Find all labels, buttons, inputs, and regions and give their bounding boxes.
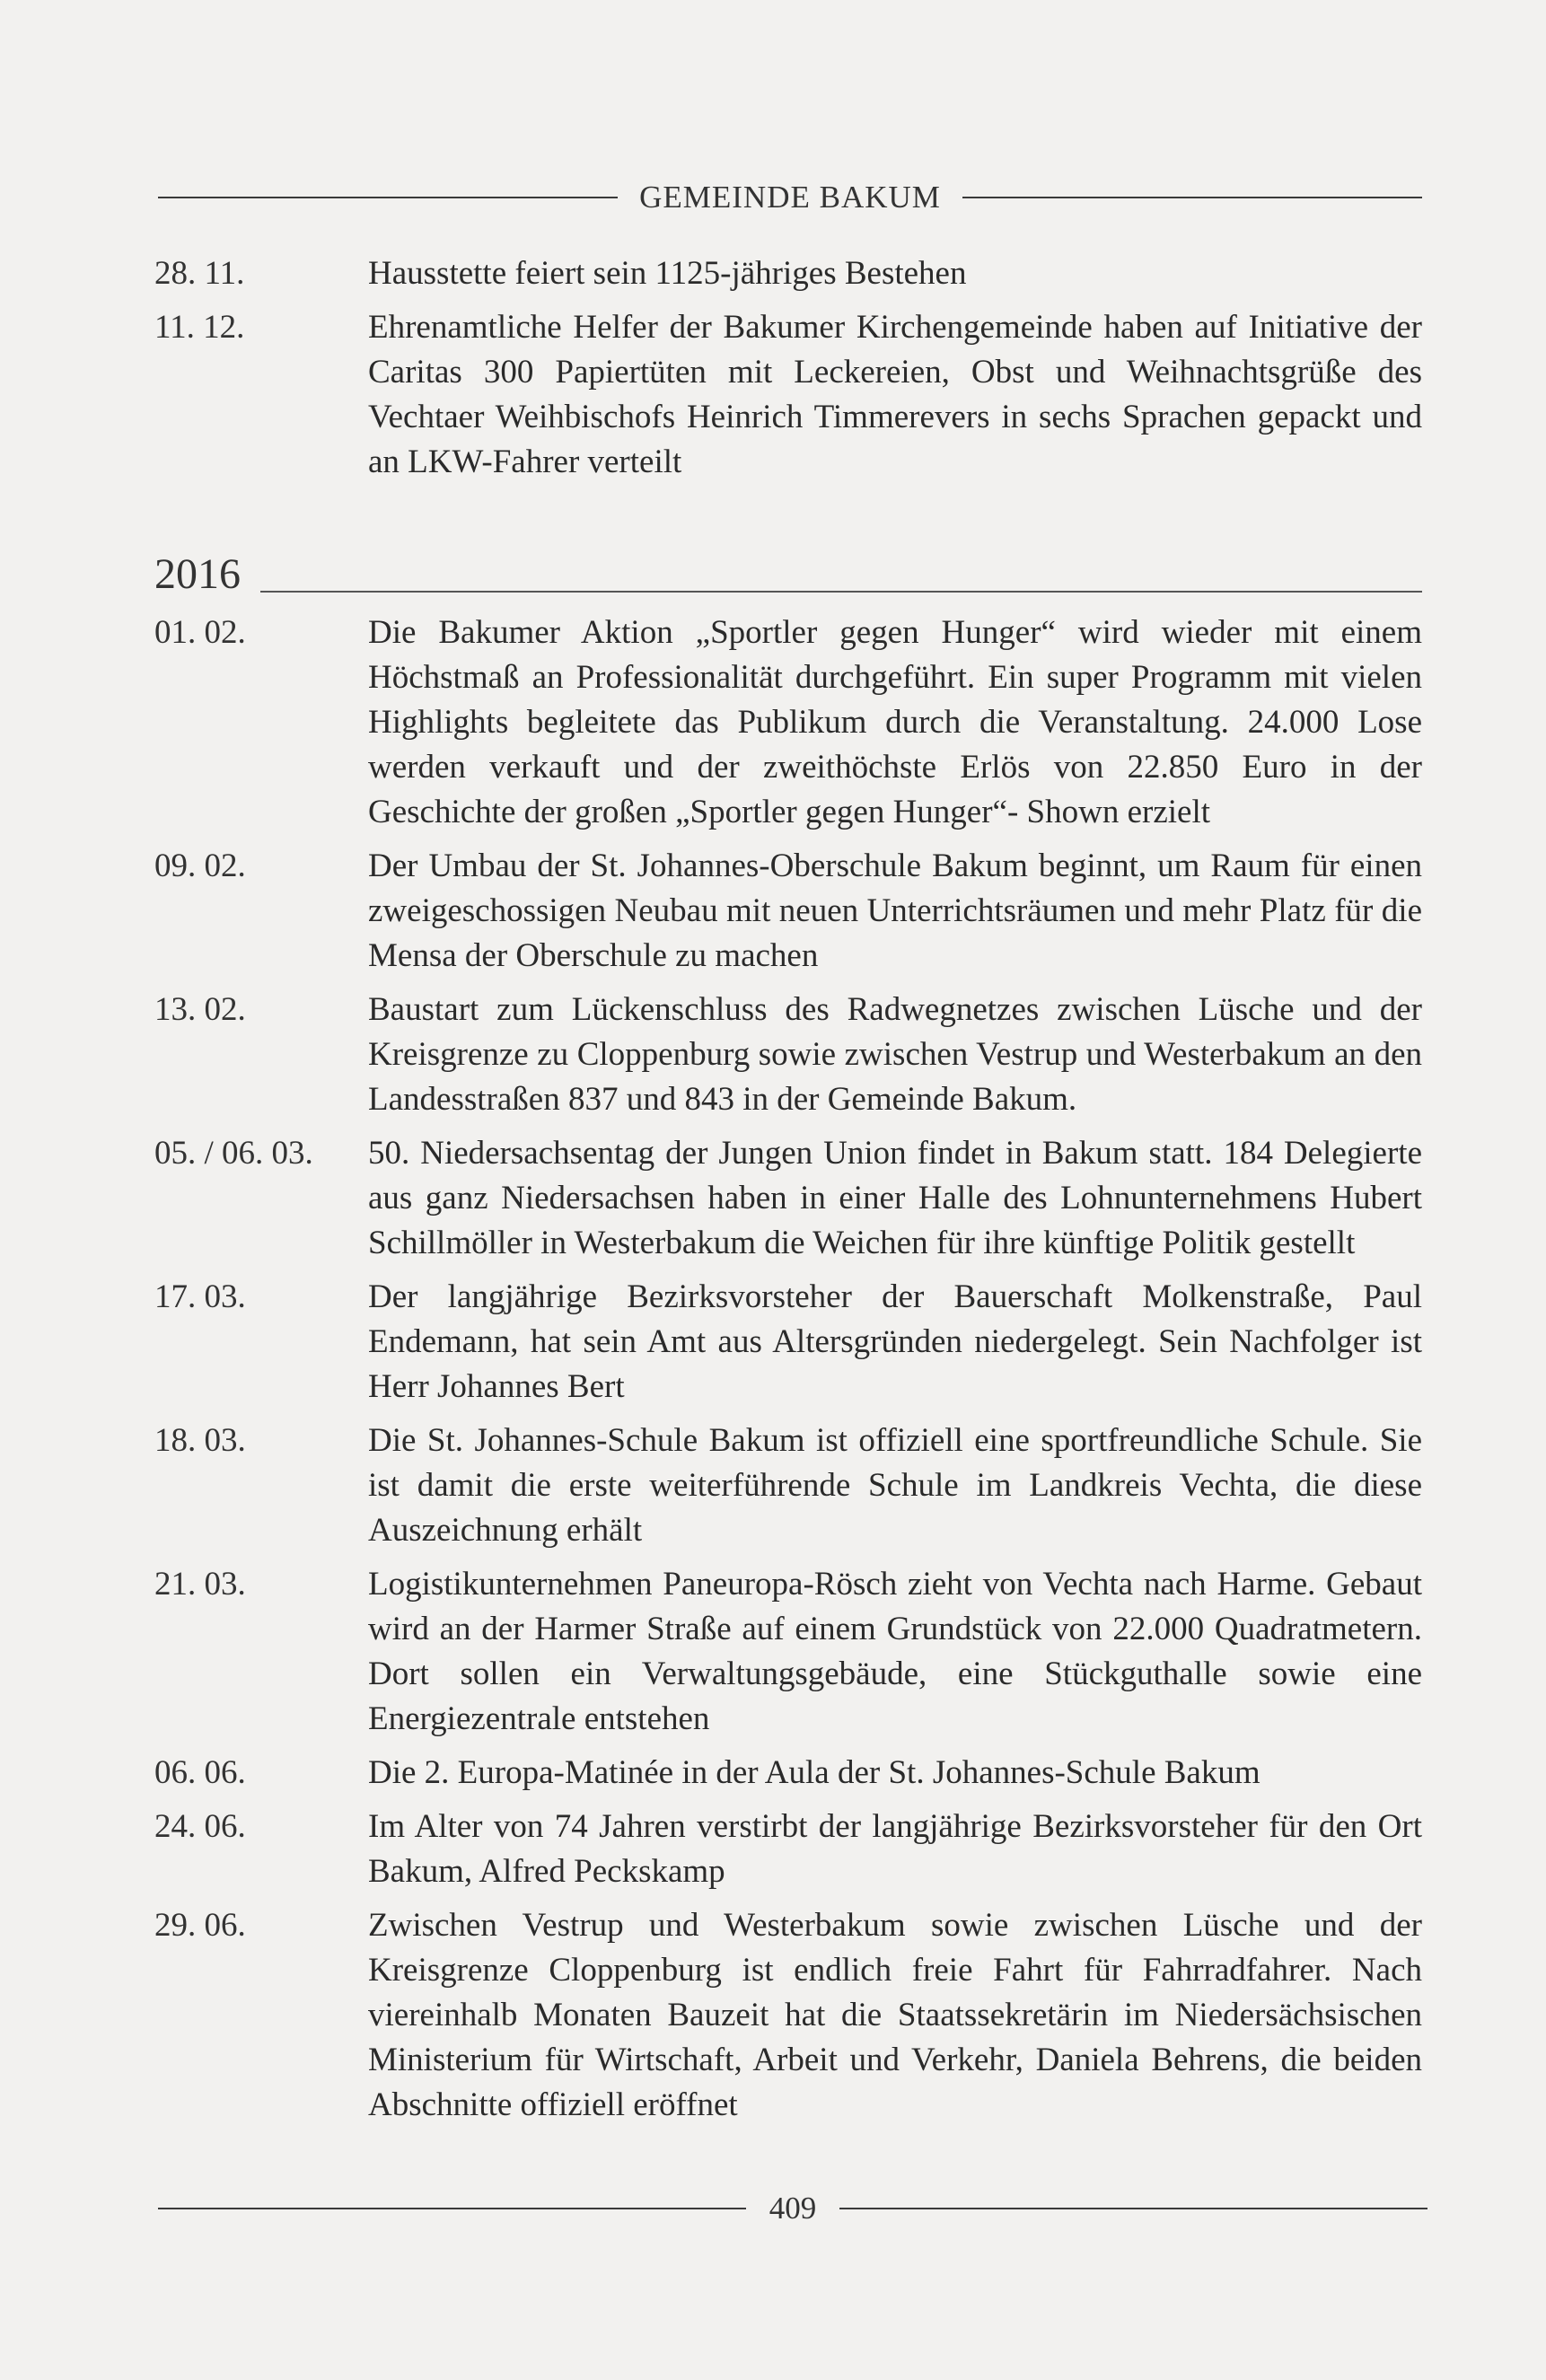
running-header <box>158 180 1422 215</box>
entry-text: Der langjährige Bezirksvorsteher der Bauerschaft Molkenstraße, Paul Endemann, hat sein Amt aus Altersgründen niedergelegt. Sein Nachfolger ist Herr Johannes Bert <box>368 1278 1422 1405</box>
entry-text: Im Alter von 74 Jahren verstirbt der langjährige Bezirksvorsteher für den Ort Bakum, Alfred Peckskamp <box>368 1808 1422 1890</box>
chronicle-entry <box>154 1903 1422 2128</box>
entry-text: Logistikunternehmen Paneuropa-Rösch zieht von Vechta nach Harme. Gebaut wird an der Harmer Straße auf einem Grundstück von 22.000 Quadratmetern. Dort sollen ein Verwaltungsgebäude, eine Stückguthalle sowie eine Energiezentrale entstehen <box>368 1566 1422 1737</box>
header-rule-right <box>962 197 1422 198</box>
entry-date: 11. 12. <box>154 309 245 346</box>
footer-rule-left <box>158 2208 746 2209</box>
chronicle-entries-2016 <box>154 610 1422 2128</box>
header-rule-left <box>158 197 618 198</box>
chronicle-entry <box>154 305 1422 485</box>
chronicle-entry <box>154 988 1422 1122</box>
entry-date: 18. 03. <box>154 1422 246 1459</box>
page-number: 409 <box>769 2191 817 2226</box>
chronicle-entry <box>154 1275 1422 1410</box>
chronicle-entry <box>154 1562 1422 1742</box>
entry-text: Die St. Johannes-Schule Bakum ist offiziell eine sportfreundliche Schule. Sie ist damit die erste weiterführende Schule im Landkreis Vechta, die diese Auszeichnung erhält <box>368 1422 1422 1549</box>
year-rule <box>260 591 1422 593</box>
entry-date: 28. 11. <box>154 255 245 292</box>
year-heading <box>154 549 1422 600</box>
entry-text: Die Bakumer Aktion „Sportler gegen Hunger“ wird wieder mit einem Höchstmaß an Professionalität durchgeführt. Ein super Programm mit vielen Highlights begleitete das Publikum durch die Veranstaltung. 24.000 Lose werden verkauft und der zweithöchste Erlös von 22.850 Euro in der Geschichte der großen „Sportler gegen Hunger“- Shown erzielt <box>368 614 1422 830</box>
entry-date: 05. / 06. 03. <box>154 1135 313 1172</box>
footer-rule-right <box>839 2208 1427 2209</box>
chronicle-entry <box>154 610 1422 835</box>
entry-date: 09. 02. <box>154 847 246 884</box>
entry-text: Hausstette feiert sein 1125-jähriges Bestehen <box>368 255 967 292</box>
entry-date: 06. 06. <box>154 1754 246 1791</box>
entry-text: 50. Niedersachsentag der Jungen Union findet in Bakum statt. 184 Delegierte aus ganz Niedersachsen haben in einer Halle des Lohnunternehmens Hubert Schillmöller in Westerbakum die Weichen für ihre künftige Politik gestellt <box>368 1135 1422 1261</box>
entry-text: Ehrenamtliche Helfer der Bakumer Kirchengemeinde haben auf Initiative der Caritas 300 Papiertüten mit Leckereien, Obst und Weihnachtsgrüße des Vechtaer Weihbischofs Heinrich Timmerevers in sechs Sprachen gepackt und an LKW-Fahrer verteilt <box>368 309 1422 480</box>
chronicle-entry <box>154 1131 1422 1266</box>
entry-text: Die 2. Europa-Matinée in der Aula der St. Johannes-Schule Bakum <box>368 1754 1261 1791</box>
chronicle-entry <box>154 1805 1422 1894</box>
page-footer <box>158 2191 1427 2226</box>
entry-date: 13. 02. <box>154 991 246 1028</box>
header-title: GEMEINDE BAKUM <box>639 180 941 215</box>
chronicle-entries-2015 <box>154 251 1422 485</box>
entry-date: 24. 06. <box>154 1808 246 1845</box>
entry-date: 17. 03. <box>154 1278 246 1315</box>
chronicle-entry <box>154 844 1422 979</box>
entry-text: Baustart zum Lückenschluss des Radwegnetzes zwischen Lüsche und der Kreisgrenze zu Cloppenburg sowie zwischen Vestrup und Westerbakum an den Landesstraßen 837 und 843 in der Gemeinde Bakum. <box>368 991 1422 1118</box>
chronicle-entry <box>154 1751 1422 1796</box>
entry-date: 29. 06. <box>154 1907 246 1944</box>
year-label: 2016 <box>154 550 241 598</box>
chronicle-entry <box>154 1418 1422 1553</box>
chronicle-entry <box>154 251 1422 296</box>
entry-text: Zwischen Vestrup und Westerbakum sowie zwischen Lüsche und der Kreisgrenze Cloppenburg ist endlich freie Fahrt für Fahrradfahrer. Nach viereinhalb Monaten Bauzeit hat die Staatssekretärin im Niedersächsischen Ministerium für Wirtschaft, Arbeit und Verkehr, Daniela Behrens, die beiden Abschnitte offiziell eröffnet <box>368 1907 1422 2123</box>
entry-date: 01. 02. <box>154 614 246 651</box>
entry-text: Der Umbau der St. Johannes-Oberschule Bakum beginnt, um Raum für einen zweigeschossigen Neubau mit neuen Unterrichtsräumen und mehr Platz für die Mensa der Oberschule zu machen <box>368 847 1422 974</box>
entry-date: 21. 03. <box>154 1566 246 1603</box>
